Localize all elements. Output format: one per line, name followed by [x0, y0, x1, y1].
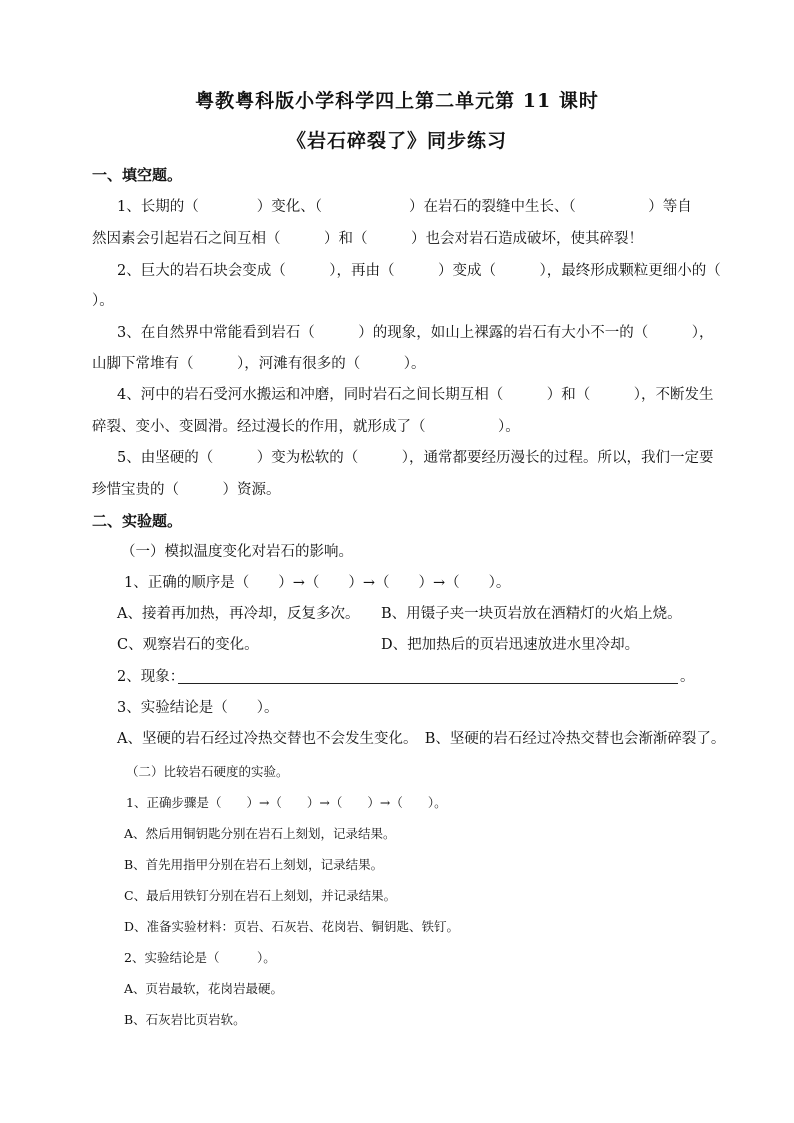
- fill-q4-line2: 碎裂、变小、变圆滑。经过漫长的作用，就形成了（ ）。: [92, 419, 520, 435]
- part2-option-a: A、然后用铜钥匙分别在岩石上刻划，记录结果。: [124, 826, 396, 841]
- part2-title: （二）比较岩石硬度的实验。: [126, 764, 289, 779]
- part1-q3: 3、实验结论是（ ）。: [117, 700, 279, 716]
- fill-q3-line2: 山脚下常堆有（ ），河滩有很多的（ ）。: [92, 356, 426, 372]
- fill-q2-line1: 2、巨大的岩石块会变成（ ），再由（ ）变成（ ），最终形成颗粒更细小的（: [117, 263, 721, 279]
- fill-q1-line2: 然因素会引起岩石之间互相（ ）和（ ）也会对岩石造成破坏，使其碎裂！: [92, 231, 643, 247]
- fill-q5-line1: 5、由坚硬的（ ）变为松软的（ ），通常都要经历漫长的过程。所以，我们一定要: [117, 450, 714, 466]
- part1-option-b: B、用镊子夹一块页岩放在酒精灯的火焰上烧。: [381, 606, 682, 622]
- part1-option-d: D、把加热后的页岩迅速放进水里冷却。: [381, 637, 640, 653]
- section2-heading: 二、实验题。: [92, 512, 183, 530]
- section1-heading: 一、填空题。: [92, 166, 183, 184]
- part1-q1: 1、正确的顺序是（ ）→（ ）→（ ）→（ ）。: [124, 575, 511, 591]
- page-subtitle: 《岩石碎裂了》同步练习: [286, 130, 507, 152]
- part1-q3-options: A、坚硬的岩石经过冷热交替也不会发生变化。 B、坚硬的岩石经过冷热交替也会渐渐碎裂了。: [117, 731, 726, 747]
- fill-q2-line2: ）。: [92, 293, 114, 309]
- part1-option-c: C、观察岩石的变化。: [117, 637, 259, 653]
- part2-answer-a: A、页岩最软，花岗岩最硬。: [124, 981, 284, 996]
- part2-option-b: B、首先用指甲分别在岩石上刻划，记录结果。: [124, 857, 384, 872]
- fill-q3-line1: 3、在自然界中常能看到岩石（ ）的现象，如山上裸露的岩石有大小不一的（ ），: [117, 325, 714, 341]
- part2-option-d: D、准备实验材料：页岩、石灰岩、花岗岩、铜钥匙、铁钉。: [124, 919, 460, 934]
- page-title: 粤教粤科版小学科学四上第二单元第 11 课时: [195, 90, 599, 112]
- fill-q1-line1: 1、长期的（ ）变化、（ ）在岩石的裂缝中生长、（ ）等自: [117, 199, 692, 215]
- part2-q2: 2、实验结论是（ ）。: [124, 950, 276, 965]
- phenomenon-answer-line: [178, 683, 678, 684]
- part2-q1: 1、正确步骤是（ ）→（ ）→（ ）→（ ）。: [126, 795, 447, 810]
- fill-q5-line2: 珍惜宝贵的（ ）资源。: [92, 482, 281, 498]
- part1-q2-label: 2、现象：: [117, 669, 185, 685]
- part1-title: （一）模拟温度变化对岩石的影响。: [121, 544, 353, 560]
- fill-q4-line1: 4、河中的岩石受河水搬运和冲磨，同时岩石之间长期互相（ ）和（ ），不断发生: [117, 387, 714, 403]
- part1-option-a: A、接着再加热，再冷却，反复多次。: [117, 606, 360, 622]
- part1-q2-end: 。: [680, 669, 695, 685]
- part2-option-c: C、最后用铁钉分别在岩石上刻划，并记录结果。: [124, 888, 397, 903]
- part2-answer-b: B、石灰岩比页岩软。: [124, 1012, 246, 1027]
